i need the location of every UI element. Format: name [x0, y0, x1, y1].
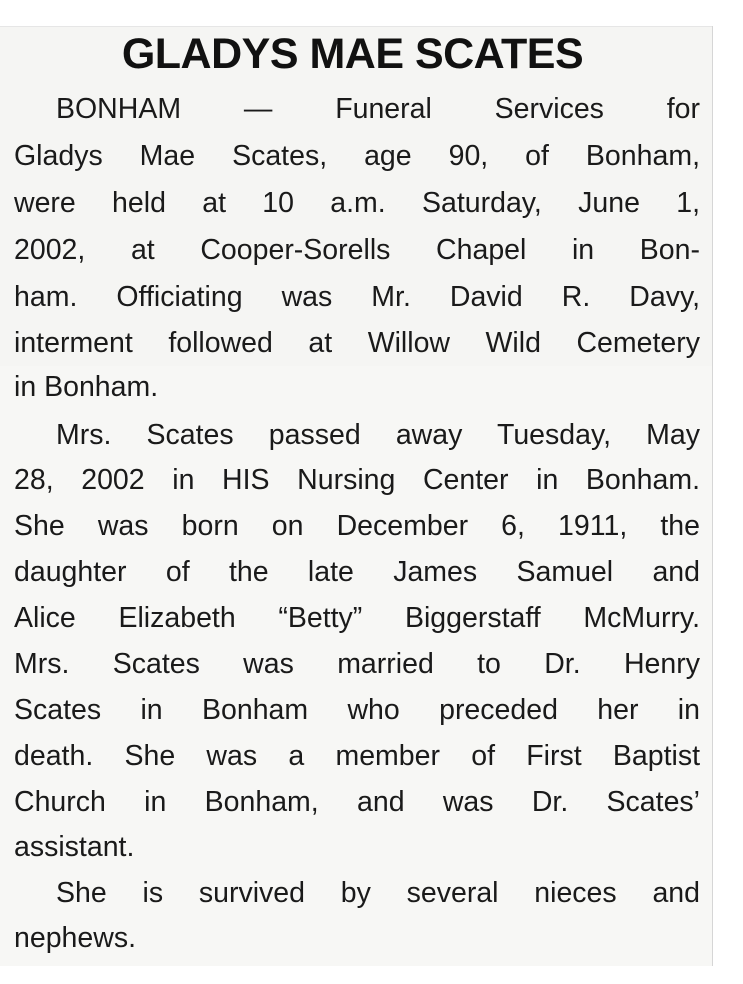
obituary-title: GLADYS MAE SCATES	[121, 30, 584, 78]
obituary-line: BONHAM — Funeral Services for	[56, 93, 700, 125]
obituary-line: Mrs. Scates was married to Dr. Henry	[14, 648, 700, 680]
clipping-top-edge	[0, 26, 712, 27]
obituary-line: daughter of the late James Samuel and	[14, 556, 700, 588]
obituary-line: assistant.	[14, 831, 135, 863]
obituary-line: She is survived by several nieces and	[56, 877, 700, 909]
obituary-line: nephews.	[14, 922, 137, 954]
obituary-line: Alice Elizabeth “Betty” Biggerstaff McMurry.	[14, 602, 700, 634]
clipping-right-edge	[712, 26, 713, 966]
obituary-line: 2002, at Cooper-Sorells Chapel in Bon-	[14, 234, 700, 266]
obituary-line: Church in Bonham, and was Dr. Scates’	[14, 786, 700, 818]
obituary-line: Scates in Bonham who preceded her in	[14, 694, 700, 726]
obituary-line: death. She was a member of First Baptist	[14, 740, 700, 772]
obituary-line: interment followed at Willow Wild Cemetery	[14, 327, 700, 359]
obituary-line: 28, 2002 in HIS Nursing Center in Bonham.	[14, 464, 700, 496]
obituary-line: in Bonham.	[14, 371, 159, 403]
obituary-line: ham. Officiating was Mr. David R. Davy,	[14, 281, 700, 313]
obituary-line: She was born on December 6, 1911, the	[14, 510, 700, 542]
obituary-line: Gladys Mae Scates, age 90, of Bonham,	[14, 140, 700, 172]
obituary-line: Mrs. Scates passed away Tuesday, May	[56, 419, 700, 451]
obituary-line: were held at 10 a.m. Saturday, June 1,	[14, 187, 700, 219]
